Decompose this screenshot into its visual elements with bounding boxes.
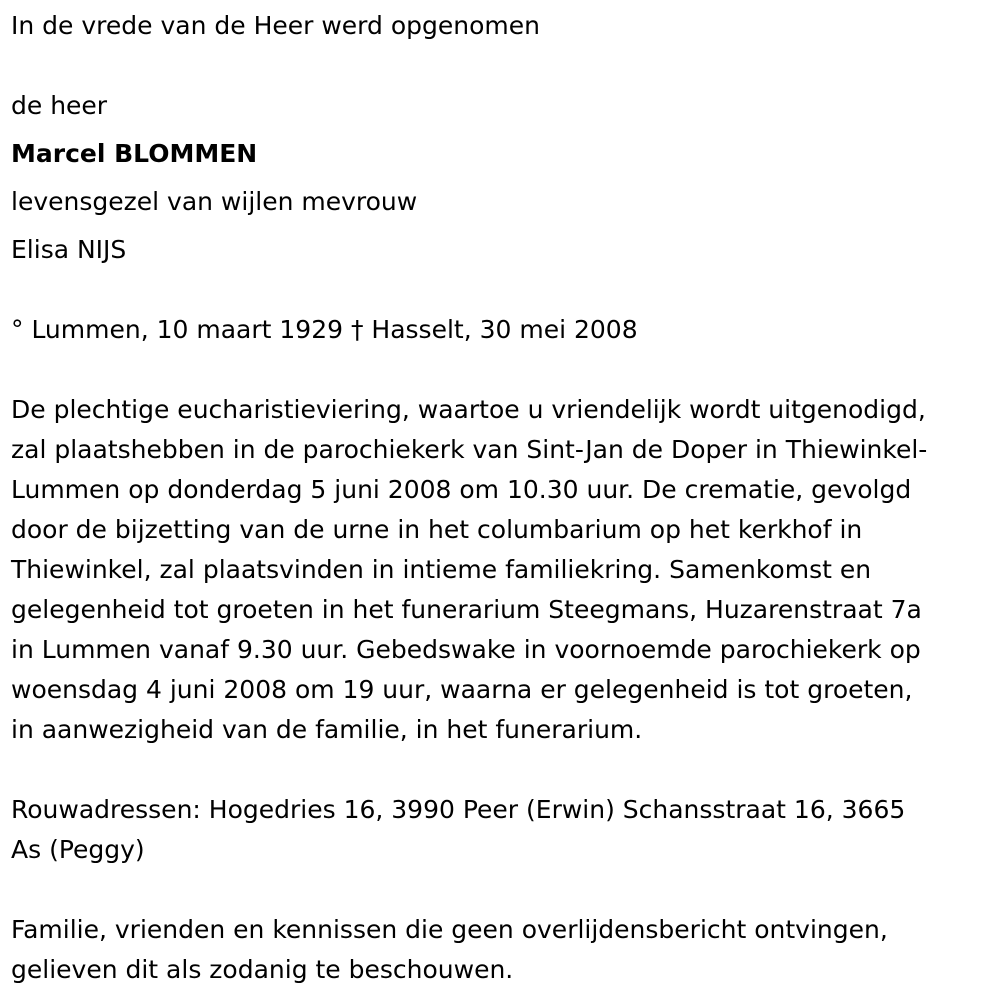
intro-text: In de vrede van de Heer werd opgenomen [11,11,540,40]
closing-line: Familie, vrienden en kennissen die geen overlijdensbericht ontvingen, [11,915,888,944]
closing-line: gelieven dit als zodanig te beschouwen. [11,955,514,984]
deceased-name: Marcel BLOMMEN [11,139,258,168]
ceremony-line: gelegenheid tot groeten in het funerarium Steegmans, Huzarenstraat 7a [11,595,922,624]
ceremony-paragraph [11,390,927,750]
ceremony-line: De plechtige eucharistieviering, waartoe u vriendelijk wordt uitgenodigd, [11,395,926,424]
ceremony-line: in Lummen vanaf 9.30 uur. Gebedswake in voornoemde parochiekerk op [11,635,921,664]
address-line: Rouwadressen: Hogedries 16, 3990 Peer (Erwin) Schansstraat 16, 3665 [11,795,906,824]
salutation-text: de heer [11,91,108,120]
ceremony-line: Lummen op donderdag 5 juni 2008 om 10.30 uur. De crematie, gevolgd [11,475,912,504]
addresses-paragraph [11,790,905,870]
address-line: As (Peggy) [11,835,145,864]
closing-paragraph [11,910,888,990]
relation-text: levensgezel van wijlen mevrouw [11,187,418,216]
birth-death-line: ° Lummen, 10 maart 1929 † Hasselt, 30 mei 2008 [11,315,638,344]
spouse-name: Elisa NIJS [11,235,127,264]
ceremony-line: Thiewinkel, zal plaatsvinden in intieme familiekring. Samenkomst en [11,555,872,584]
ceremony-line: in aanwezigheid van de familie, in het funerarium. [11,715,643,744]
ceremony-line: zal plaatshebben in de parochiekerk van Sint-Jan de Doper in Thiewinkel- [11,435,928,464]
ceremony-line: door de bijzetting van de urne in het columbarium op het kerkhof in [11,515,863,544]
ceremony-line: woensdag 4 juni 2008 om 19 uur, waarna er gelegenheid is tot groeten, [11,675,913,704]
